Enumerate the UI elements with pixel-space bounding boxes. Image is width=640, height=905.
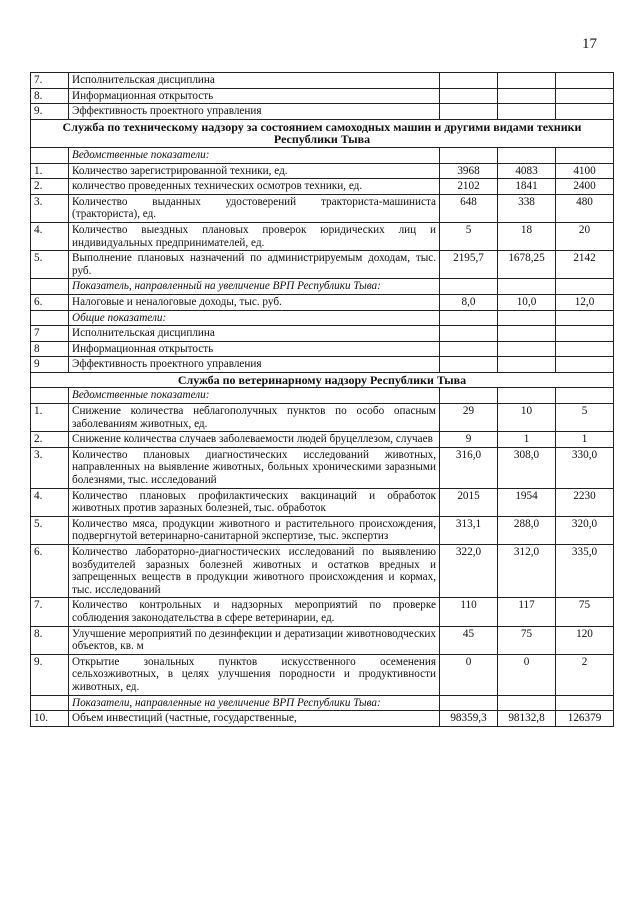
subheader-row: [31, 279, 614, 295]
value-year-3: 12,0: [556, 294, 614, 310]
value-year-2: [498, 326, 556, 342]
table-row: [31, 447, 614, 488]
section-title: Служба по техническому надзору за состоянием самоходных машин и другими видами техники Республики Тыва: [31, 119, 614, 147]
value-year-2: 338: [498, 194, 556, 222]
table-row: [31, 516, 614, 544]
indicator-name: Исполнительская дисциплина: [69, 326, 440, 342]
subheader-row: [31, 695, 614, 711]
value-year-2: [498, 341, 556, 357]
section-title-row: [31, 119, 614, 147]
value-year-1: [440, 695, 498, 711]
value-year-3: [556, 147, 614, 163]
value-year-1: 5: [440, 222, 498, 250]
value-year-1: 2195,7: [440, 251, 498, 279]
value-year-1: 648: [440, 194, 498, 222]
indicator-name: Количество выданных удостоверений тракториста-машиниста (тракториста), ед.: [69, 194, 440, 222]
table-row: [31, 104, 614, 120]
value-year-2: [498, 695, 556, 711]
indicator-name: Эффективность проектного управления: [69, 104, 440, 120]
value-year-1: 316,0: [440, 447, 498, 488]
value-year-1: 322,0: [440, 545, 498, 598]
row-number: 8: [31, 341, 69, 357]
row-number: 8.: [31, 626, 69, 654]
row-number: 3.: [31, 194, 69, 222]
table-row: [31, 488, 614, 516]
indicator-name: Количество плановых диагностических исследований животных, направленных на выявление животных, больных хроническими заразными болезнями, тыс. исследований: [69, 447, 440, 488]
value-year-2: 1678,25: [498, 251, 556, 279]
table-row: [31, 545, 614, 598]
value-year-2: [498, 104, 556, 120]
value-year-2: [498, 310, 556, 326]
value-year-3: 2: [556, 654, 614, 695]
row-number: 4.: [31, 222, 69, 250]
value-year-3: 20: [556, 222, 614, 250]
value-year-2: 312,0: [498, 545, 556, 598]
subheader-text: Общие показатели:: [69, 310, 440, 326]
row-number: 4.: [31, 488, 69, 516]
indicator-name: Количество мяса, продукции животного и растительного происхождения, подвергнутой ветеринарно-санитарной экспертизе, тыс. экспертиз: [69, 516, 440, 544]
value-year-1: [440, 73, 498, 89]
value-year-2: 0: [498, 654, 556, 695]
row-number: 6.: [31, 294, 69, 310]
value-year-3: [556, 104, 614, 120]
value-year-1: [440, 310, 498, 326]
table-row: [31, 251, 614, 279]
row-number: [31, 279, 69, 295]
row-number: 7.: [31, 598, 69, 626]
indicator-name: Налоговые и неналоговые доходы, тыс. руб.: [69, 294, 440, 310]
value-year-3: 75: [556, 598, 614, 626]
value-year-2: 10,0: [498, 294, 556, 310]
value-year-3: 2142: [556, 251, 614, 279]
subheader-text: Показатели, направленные на увеличение ВРП Республики Тыва:: [69, 695, 440, 711]
indicator-name: Информационная открытость: [69, 341, 440, 357]
value-year-3: 1: [556, 432, 614, 448]
table-row: [31, 341, 614, 357]
indicator-name: Объем инвестиций (частные, государственные,: [69, 711, 440, 727]
row-number: 7: [31, 326, 69, 342]
value-year-3: [556, 326, 614, 342]
value-year-2: [498, 73, 556, 89]
row-number: 10.: [31, 711, 69, 727]
indicator-name: Снижение количества неблагополучных пунктов по особо опасным заболеваниям животных, ед.: [69, 404, 440, 432]
indicator-name: Снижение количества случаев заболеваемости людей бруцеллезом, случаев: [69, 432, 440, 448]
subheader-row: [31, 147, 614, 163]
value-year-1: [440, 279, 498, 295]
value-year-1: 313,1: [440, 516, 498, 544]
value-year-1: 0: [440, 654, 498, 695]
value-year-2: [498, 388, 556, 404]
row-number: 5.: [31, 251, 69, 279]
indicator-name: Информационная открытость: [69, 88, 440, 104]
table-row: [31, 194, 614, 222]
row-number: [31, 388, 69, 404]
value-year-2: 75: [498, 626, 556, 654]
row-number: 8.: [31, 88, 69, 104]
indicator-name: Количество плановых профилактических вакцинаций и обработок животных против заразных болезней, тыс. обработок: [69, 488, 440, 516]
value-year-1: [440, 88, 498, 104]
section-title: Служба по ветеринарному надзору Республики Тыва: [31, 372, 614, 388]
value-year-1: [440, 147, 498, 163]
table-row: [31, 598, 614, 626]
indicator-name: Количество лабораторно-диагностических исследований по выявлению возбудителей заразных болезней животных и остатков вредных и запрещенных веществ в продукции животного происхождения и кормах, тыс. исследований: [69, 545, 440, 598]
value-year-2: 18: [498, 222, 556, 250]
indicator-name: Выполнение плановых назначений по администрируемым доходам, тыс. руб.: [69, 251, 440, 279]
value-year-2: 308,0: [498, 447, 556, 488]
value-year-3: 320,0: [556, 516, 614, 544]
row-number: [31, 695, 69, 711]
value-year-3: [556, 310, 614, 326]
row-number: [31, 147, 69, 163]
row-number: 5.: [31, 516, 69, 544]
indicator-name: Количество зарегистрированной техники, ед.: [69, 163, 440, 179]
indicator-name: Количество выездных плановых проверок юридических лиц и индивидуальных предпринимателей, ед.: [69, 222, 440, 250]
value-year-3: 2230: [556, 488, 614, 516]
value-year-2: 10: [498, 404, 556, 432]
indicator-name: Открытие зональных пунктов искусственного осеменения сельхозживотных, в целях улучшения породности и продуктивности животных, ед.: [69, 654, 440, 695]
value-year-2: [498, 357, 556, 373]
row-number: 3.: [31, 447, 69, 488]
row-number: [31, 310, 69, 326]
value-year-1: [440, 388, 498, 404]
table-row: [31, 711, 614, 727]
table-row: [31, 88, 614, 104]
subheader-text: Ведомственные показатели:: [69, 388, 440, 404]
value-year-3: [556, 695, 614, 711]
table-row: [31, 163, 614, 179]
subheader-text: Ведомственные показатели:: [69, 147, 440, 163]
table-row: [31, 73, 614, 89]
value-year-2: [498, 147, 556, 163]
page-number: 17: [582, 36, 597, 52]
row-number: 6.: [31, 545, 69, 598]
table-row: [31, 222, 614, 250]
value-year-2: [498, 279, 556, 295]
table-row: [31, 626, 614, 654]
row-number: 1.: [31, 404, 69, 432]
value-year-3: 2400: [556, 179, 614, 195]
value-year-1: 98359,3: [440, 711, 498, 727]
value-year-3: 330,0: [556, 447, 614, 488]
value-year-2: [498, 88, 556, 104]
value-year-3: [556, 279, 614, 295]
value-year-1: [440, 357, 498, 373]
table-row: [31, 404, 614, 432]
value-year-3: [556, 341, 614, 357]
value-year-3: [556, 357, 614, 373]
indicator-name: Количество контрольных и надзорных мероприятий по проверке соблюдения законодательства в сфере ветеринарии, ед.: [69, 598, 440, 626]
value-year-3: [556, 388, 614, 404]
value-year-1: 110: [440, 598, 498, 626]
value-year-3: [556, 73, 614, 89]
value-year-1: 3968: [440, 163, 498, 179]
value-year-1: 8,0: [440, 294, 498, 310]
row-number: 7.: [31, 73, 69, 89]
value-year-1: 2102: [440, 179, 498, 195]
table-row: [31, 654, 614, 695]
value-year-3: 5: [556, 404, 614, 432]
value-year-2: 117: [498, 598, 556, 626]
value-year-3: 120: [556, 626, 614, 654]
indicator-name: Исполнительская дисциплина: [69, 73, 440, 89]
row-number: 9.: [31, 104, 69, 120]
value-year-1: [440, 341, 498, 357]
value-year-1: 29: [440, 404, 498, 432]
value-year-1: 45: [440, 626, 498, 654]
table-row: [31, 432, 614, 448]
value-year-1: 9: [440, 432, 498, 448]
subheader-text: Показатель, направленный на увеличение ВРП Республики Тыва:: [69, 279, 440, 295]
value-year-2: 1841: [498, 179, 556, 195]
row-number: 2.: [31, 432, 69, 448]
value-year-2: 1: [498, 432, 556, 448]
subheader-row: [31, 388, 614, 404]
value-year-3: 126379: [556, 711, 614, 727]
value-year-1: [440, 104, 498, 120]
value-year-3: 335,0: [556, 545, 614, 598]
value-year-2: 98132,8: [498, 711, 556, 727]
row-number: 2.: [31, 179, 69, 195]
indicators-table-body: [31, 73, 614, 727]
row-number: 9: [31, 357, 69, 373]
value-year-3: 480: [556, 194, 614, 222]
value-year-3: [556, 88, 614, 104]
table-row: [31, 326, 614, 342]
section-title-row: [31, 372, 614, 388]
row-number: 1.: [31, 163, 69, 179]
table-row: [31, 179, 614, 195]
indicator-name: количество проведенных технических осмотров техники, ед.: [69, 179, 440, 195]
value-year-1: [440, 326, 498, 342]
value-year-3: 4100: [556, 163, 614, 179]
indicator-name: Улучшение мероприятий по дезинфекции и дератизации животноводческих объектов, кв. м: [69, 626, 440, 654]
table-row: [31, 294, 614, 310]
subheader-row: [31, 310, 614, 326]
value-year-2: 288,0: [498, 516, 556, 544]
table-row: [31, 357, 614, 373]
value-year-2: 4083: [498, 163, 556, 179]
value-year-2: 1954: [498, 488, 556, 516]
row-number: 9.: [31, 654, 69, 695]
indicator-name: Эффективность проектного управления: [69, 357, 440, 373]
indicators-table: [30, 72, 614, 727]
value-year-1: 2015: [440, 488, 498, 516]
